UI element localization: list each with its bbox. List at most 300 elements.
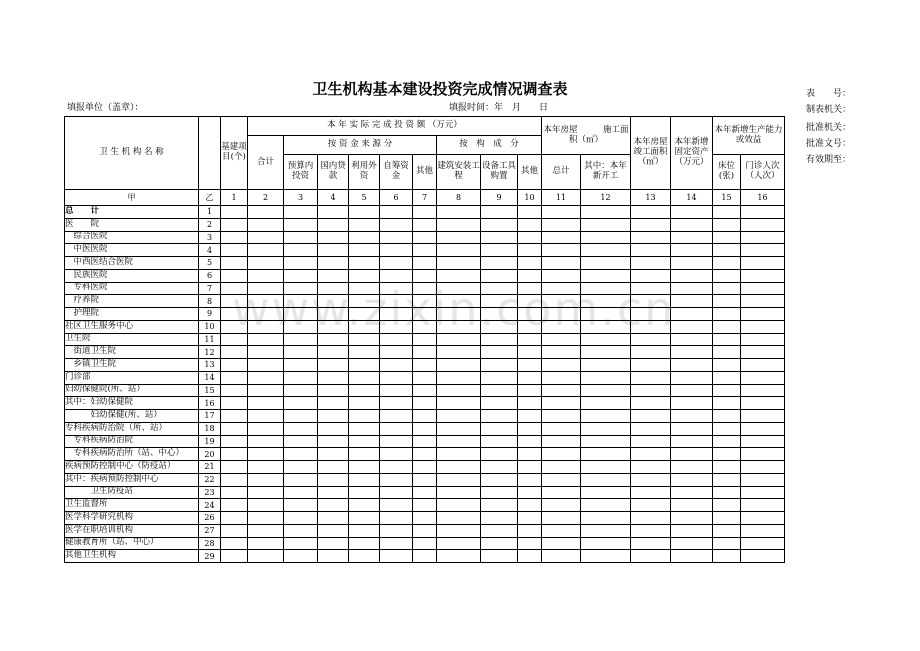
data-entry-cell[interactable] xyxy=(481,512,518,525)
data-entry-cell[interactable] xyxy=(518,435,542,448)
data-entry-cell[interactable] xyxy=(741,524,785,537)
data-entry-cell[interactable] xyxy=(713,269,741,282)
data-entry-cell[interactable] xyxy=(349,461,380,474)
data-entry-cell[interactable] xyxy=(741,461,785,474)
data-entry-cell[interactable] xyxy=(437,346,481,359)
data-entry-cell[interactable] xyxy=(631,512,671,525)
data-entry-cell[interactable] xyxy=(284,550,318,563)
data-entry-cell[interactable] xyxy=(671,257,713,270)
data-entry-cell[interactable] xyxy=(437,435,481,448)
data-entry-cell[interactable] xyxy=(437,244,481,257)
data-entry-cell[interactable] xyxy=(741,295,785,308)
data-entry-cell[interactable] xyxy=(713,473,741,486)
data-entry-cell[interactable] xyxy=(248,473,284,486)
data-entry-cell[interactable] xyxy=(349,397,380,410)
data-entry-cell[interactable] xyxy=(437,499,481,512)
data-entry-cell[interactable] xyxy=(349,371,380,384)
data-entry-cell[interactable] xyxy=(518,550,542,563)
data-entry-cell[interactable] xyxy=(671,537,713,550)
data-entry-cell[interactable] xyxy=(284,244,318,257)
data-entry-cell[interactable] xyxy=(284,537,318,550)
data-entry-cell[interactable] xyxy=(713,295,741,308)
data-entry-cell[interactable] xyxy=(413,448,437,461)
data-entry-cell[interactable] xyxy=(248,422,284,435)
data-entry-cell[interactable] xyxy=(437,269,481,282)
data-entry-cell[interactable] xyxy=(671,333,713,346)
data-entry-cell[interactable] xyxy=(318,218,349,231)
data-entry-cell[interactable] xyxy=(481,269,518,282)
data-entry-cell[interactable] xyxy=(713,486,741,499)
data-entry-cell[interactable] xyxy=(318,257,349,270)
data-entry-cell[interactable] xyxy=(349,486,380,499)
data-entry-cell[interactable] xyxy=(413,269,437,282)
data-entry-cell[interactable] xyxy=(248,346,284,359)
data-entry-cell[interactable] xyxy=(481,550,518,563)
data-entry-cell[interactable] xyxy=(437,371,481,384)
data-entry-cell[interactable] xyxy=(518,537,542,550)
data-entry-cell[interactable] xyxy=(671,410,713,423)
data-entry-cell[interactable] xyxy=(437,473,481,486)
data-entry-cell[interactable] xyxy=(380,244,413,257)
data-entry-cell[interactable] xyxy=(671,231,713,244)
data-entry-cell[interactable] xyxy=(581,244,631,257)
data-entry-cell[interactable] xyxy=(741,512,785,525)
data-entry-cell[interactable] xyxy=(581,486,631,499)
data-entry-cell[interactable] xyxy=(631,410,671,423)
data-entry-cell[interactable] xyxy=(284,257,318,270)
data-entry-cell[interactable] xyxy=(741,537,785,550)
data-entry-cell[interactable] xyxy=(741,448,785,461)
data-entry-cell[interactable] xyxy=(741,308,785,321)
data-entry-cell[interactable] xyxy=(671,512,713,525)
data-entry-cell[interactable] xyxy=(518,218,542,231)
data-entry-cell[interactable] xyxy=(248,206,284,219)
data-entry-cell[interactable] xyxy=(542,499,581,512)
data-entry-cell[interactable] xyxy=(349,499,380,512)
data-entry-cell[interactable] xyxy=(380,257,413,270)
data-entry-cell[interactable] xyxy=(413,537,437,550)
data-entry-cell[interactable] xyxy=(581,537,631,550)
data-entry-cell[interactable] xyxy=(221,524,248,537)
data-entry-cell[interactable] xyxy=(221,461,248,474)
data-entry-cell[interactable] xyxy=(318,359,349,372)
data-entry-cell[interactable] xyxy=(631,537,671,550)
data-entry-cell[interactable] xyxy=(518,231,542,244)
data-entry-cell[interactable] xyxy=(741,244,785,257)
data-entry-cell[interactable] xyxy=(631,244,671,257)
data-entry-cell[interactable] xyxy=(349,410,380,423)
data-entry-cell[interactable] xyxy=(284,435,318,448)
data-entry-cell[interactable] xyxy=(741,359,785,372)
data-entry-cell[interactable] xyxy=(380,359,413,372)
data-entry-cell[interactable] xyxy=(481,397,518,410)
data-entry-cell[interactable] xyxy=(741,231,785,244)
data-entry-cell[interactable] xyxy=(631,231,671,244)
data-entry-cell[interactable] xyxy=(221,206,248,219)
data-entry-cell[interactable] xyxy=(380,384,413,397)
data-entry-cell[interactable] xyxy=(542,218,581,231)
data-entry-cell[interactable] xyxy=(671,550,713,563)
data-entry-cell[interactable] xyxy=(481,384,518,397)
data-entry-cell[interactable] xyxy=(741,371,785,384)
data-entry-cell[interactable] xyxy=(481,486,518,499)
data-entry-cell[interactable] xyxy=(284,397,318,410)
data-entry-cell[interactable] xyxy=(413,512,437,525)
data-entry-cell[interactable] xyxy=(481,206,518,219)
data-entry-cell[interactable] xyxy=(713,524,741,537)
data-entry-cell[interactable] xyxy=(713,206,741,219)
data-entry-cell[interactable] xyxy=(481,231,518,244)
data-entry-cell[interactable] xyxy=(248,435,284,448)
data-entry-cell[interactable] xyxy=(221,359,248,372)
data-entry-cell[interactable] xyxy=(413,550,437,563)
data-entry-cell[interactable] xyxy=(671,486,713,499)
data-entry-cell[interactable] xyxy=(248,550,284,563)
data-entry-cell[interactable] xyxy=(284,499,318,512)
data-entry-cell[interactable] xyxy=(221,371,248,384)
data-entry-cell[interactable] xyxy=(542,486,581,499)
data-entry-cell[interactable] xyxy=(542,435,581,448)
data-entry-cell[interactable] xyxy=(413,371,437,384)
data-entry-cell[interactable] xyxy=(284,461,318,474)
data-entry-cell[interactable] xyxy=(581,524,631,537)
data-entry-cell[interactable] xyxy=(413,346,437,359)
data-entry-cell[interactable] xyxy=(380,397,413,410)
data-entry-cell[interactable] xyxy=(481,524,518,537)
data-entry-cell[interactable] xyxy=(437,218,481,231)
data-entry-cell[interactable] xyxy=(481,537,518,550)
data-entry-cell[interactable] xyxy=(221,537,248,550)
data-entry-cell[interactable] xyxy=(380,550,413,563)
data-entry-cell[interactable] xyxy=(437,461,481,474)
data-entry-cell[interactable] xyxy=(413,359,437,372)
data-entry-cell[interactable] xyxy=(518,499,542,512)
data-entry-cell[interactable] xyxy=(581,512,631,525)
data-entry-cell[interactable] xyxy=(713,333,741,346)
data-entry-cell[interactable] xyxy=(542,206,581,219)
data-entry-cell[interactable] xyxy=(284,346,318,359)
data-entry-cell[interactable] xyxy=(248,397,284,410)
data-entry-cell[interactable] xyxy=(518,461,542,474)
data-entry-cell[interactable] xyxy=(380,410,413,423)
data-entry-cell[interactable] xyxy=(437,537,481,550)
data-entry-cell[interactable] xyxy=(581,346,631,359)
data-entry-cell[interactable] xyxy=(318,550,349,563)
data-entry-cell[interactable] xyxy=(631,371,671,384)
data-entry-cell[interactable] xyxy=(248,244,284,257)
data-entry-cell[interactable] xyxy=(318,461,349,474)
data-entry-cell[interactable] xyxy=(671,461,713,474)
data-entry-cell[interactable] xyxy=(518,486,542,499)
data-entry-cell[interactable] xyxy=(581,384,631,397)
data-entry-cell[interactable] xyxy=(437,448,481,461)
data-entry-cell[interactable] xyxy=(741,333,785,346)
data-entry-cell[interactable] xyxy=(318,512,349,525)
data-entry-cell[interactable] xyxy=(671,397,713,410)
data-entry-cell[interactable] xyxy=(713,461,741,474)
data-entry-cell[interactable] xyxy=(380,346,413,359)
data-entry-cell[interactable] xyxy=(349,384,380,397)
data-entry-cell[interactable] xyxy=(437,512,481,525)
data-entry-cell[interactable] xyxy=(349,435,380,448)
data-entry-cell[interactable] xyxy=(481,461,518,474)
data-entry-cell[interactable] xyxy=(581,461,631,474)
data-entry-cell[interactable] xyxy=(741,410,785,423)
data-entry-cell[interactable] xyxy=(518,397,542,410)
data-entry-cell[interactable] xyxy=(349,346,380,359)
data-entry-cell[interactable] xyxy=(380,524,413,537)
data-entry-cell[interactable] xyxy=(671,346,713,359)
data-entry-cell[interactable] xyxy=(284,231,318,244)
data-entry-cell[interactable] xyxy=(380,422,413,435)
data-entry-cell[interactable] xyxy=(542,473,581,486)
data-entry-cell[interactable] xyxy=(741,435,785,448)
data-entry-cell[interactable] xyxy=(437,397,481,410)
data-entry-cell[interactable] xyxy=(741,218,785,231)
data-entry-cell[interactable] xyxy=(581,422,631,435)
data-entry-cell[interactable] xyxy=(284,512,318,525)
data-entry-cell[interactable] xyxy=(380,371,413,384)
data-entry-cell[interactable] xyxy=(413,435,437,448)
data-entry-cell[interactable] xyxy=(581,550,631,563)
data-entry-cell[interactable] xyxy=(671,384,713,397)
data-entry-cell[interactable] xyxy=(349,524,380,537)
data-entry-cell[interactable] xyxy=(413,231,437,244)
data-entry-cell[interactable] xyxy=(481,257,518,270)
data-entry-cell[interactable] xyxy=(581,397,631,410)
data-entry-cell[interactable] xyxy=(631,524,671,537)
data-entry-cell[interactable] xyxy=(481,346,518,359)
data-entry-cell[interactable] xyxy=(518,346,542,359)
data-entry-cell[interactable] xyxy=(437,359,481,372)
data-entry-cell[interactable] xyxy=(671,244,713,257)
data-entry-cell[interactable] xyxy=(318,206,349,219)
data-entry-cell[interactable] xyxy=(284,448,318,461)
data-entry-cell[interactable] xyxy=(741,269,785,282)
data-entry-cell[interactable] xyxy=(713,218,741,231)
data-entry-cell[interactable] xyxy=(221,231,248,244)
data-entry-cell[interactable] xyxy=(713,422,741,435)
data-entry-cell[interactable] xyxy=(518,422,542,435)
data-entry-cell[interactable] xyxy=(631,257,671,270)
data-entry-cell[interactable] xyxy=(518,244,542,257)
data-entry-cell[interactable] xyxy=(248,461,284,474)
data-entry-cell[interactable] xyxy=(380,269,413,282)
data-entry-cell[interactable] xyxy=(481,473,518,486)
data-entry-cell[interactable] xyxy=(349,269,380,282)
data-entry-cell[interactable] xyxy=(318,384,349,397)
data-entry-cell[interactable] xyxy=(713,282,741,295)
data-entry-cell[interactable] xyxy=(481,218,518,231)
data-entry-cell[interactable] xyxy=(380,448,413,461)
data-entry-cell[interactable] xyxy=(248,257,284,270)
data-entry-cell[interactable] xyxy=(581,231,631,244)
data-entry-cell[interactable] xyxy=(221,346,248,359)
data-entry-cell[interactable] xyxy=(518,512,542,525)
data-entry-cell[interactable] xyxy=(349,206,380,219)
data-entry-cell[interactable] xyxy=(349,537,380,550)
data-entry-cell[interactable] xyxy=(349,231,380,244)
data-entry-cell[interactable] xyxy=(413,410,437,423)
data-entry-cell[interactable] xyxy=(671,206,713,219)
data-entry-cell[interactable] xyxy=(413,397,437,410)
data-entry-cell[interactable] xyxy=(741,422,785,435)
data-entry-cell[interactable] xyxy=(437,206,481,219)
data-entry-cell[interactable] xyxy=(318,422,349,435)
data-entry-cell[interactable] xyxy=(481,422,518,435)
data-entry-cell[interactable] xyxy=(581,499,631,512)
data-entry-cell[interactable] xyxy=(481,435,518,448)
data-entry-cell[interactable] xyxy=(542,410,581,423)
data-entry-cell[interactable] xyxy=(318,499,349,512)
data-entry-cell[interactable] xyxy=(671,473,713,486)
data-entry-cell[interactable] xyxy=(713,537,741,550)
data-entry-cell[interactable] xyxy=(318,231,349,244)
data-entry-cell[interactable] xyxy=(518,206,542,219)
data-entry-cell[interactable] xyxy=(671,308,713,321)
data-entry-cell[interactable] xyxy=(284,473,318,486)
data-entry-cell[interactable] xyxy=(284,206,318,219)
data-entry-cell[interactable] xyxy=(380,206,413,219)
data-entry-cell[interactable] xyxy=(671,295,713,308)
data-entry-cell[interactable] xyxy=(221,410,248,423)
data-entry-cell[interactable] xyxy=(713,448,741,461)
data-entry-cell[interactable] xyxy=(631,499,671,512)
data-entry-cell[interactable] xyxy=(581,359,631,372)
data-entry-cell[interactable] xyxy=(741,257,785,270)
data-entry-cell[interactable] xyxy=(713,308,741,321)
data-entry-cell[interactable] xyxy=(481,244,518,257)
data-entry-cell[interactable] xyxy=(581,435,631,448)
data-entry-cell[interactable] xyxy=(481,410,518,423)
data-entry-cell[interactable] xyxy=(481,499,518,512)
data-entry-cell[interactable] xyxy=(284,218,318,231)
data-entry-cell[interactable] xyxy=(631,269,671,282)
data-entry-cell[interactable] xyxy=(671,435,713,448)
data-entry-cell[interactable] xyxy=(284,359,318,372)
data-entry-cell[interactable] xyxy=(318,410,349,423)
data-entry-cell[interactable] xyxy=(671,320,713,333)
data-entry-cell[interactable] xyxy=(284,384,318,397)
data-entry-cell[interactable] xyxy=(481,371,518,384)
data-entry-cell[interactable] xyxy=(581,218,631,231)
data-entry-cell[interactable] xyxy=(284,524,318,537)
data-entry-cell[interactable] xyxy=(713,231,741,244)
data-entry-cell[interactable] xyxy=(713,512,741,525)
data-entry-cell[interactable] xyxy=(248,410,284,423)
data-entry-cell[interactable] xyxy=(380,499,413,512)
data-entry-cell[interactable] xyxy=(413,257,437,270)
data-entry-cell[interactable] xyxy=(380,231,413,244)
data-entry-cell[interactable] xyxy=(542,384,581,397)
data-entry-cell[interactable] xyxy=(581,269,631,282)
data-entry-cell[interactable] xyxy=(284,371,318,384)
data-entry-cell[interactable] xyxy=(437,257,481,270)
data-entry-cell[interactable] xyxy=(221,244,248,257)
data-entry-cell[interactable] xyxy=(349,550,380,563)
data-entry-cell[interactable] xyxy=(518,257,542,270)
data-entry-cell[interactable] xyxy=(380,537,413,550)
data-entry-cell[interactable] xyxy=(248,524,284,537)
data-entry-cell[interactable] xyxy=(318,448,349,461)
data-entry-cell[interactable] xyxy=(380,461,413,474)
data-entry-cell[interactable] xyxy=(741,550,785,563)
data-entry-cell[interactable] xyxy=(741,384,785,397)
data-entry-cell[interactable] xyxy=(581,257,631,270)
data-entry-cell[interactable] xyxy=(284,410,318,423)
data-entry-cell[interactable] xyxy=(284,269,318,282)
data-entry-cell[interactable] xyxy=(221,435,248,448)
data-entry-cell[interactable] xyxy=(671,269,713,282)
data-entry-cell[interactable] xyxy=(518,524,542,537)
data-entry-cell[interactable] xyxy=(318,269,349,282)
data-entry-cell[interactable] xyxy=(581,410,631,423)
data-entry-cell[interactable] xyxy=(713,346,741,359)
data-entry-cell[interactable] xyxy=(631,359,671,372)
data-entry-cell[interactable] xyxy=(248,231,284,244)
data-entry-cell[interactable] xyxy=(318,346,349,359)
data-entry-cell[interactable] xyxy=(318,371,349,384)
data-entry-cell[interactable] xyxy=(248,371,284,384)
data-entry-cell[interactable] xyxy=(542,231,581,244)
data-entry-cell[interactable] xyxy=(518,269,542,282)
data-entry-cell[interactable] xyxy=(318,524,349,537)
data-entry-cell[interactable] xyxy=(581,371,631,384)
data-entry-cell[interactable] xyxy=(248,384,284,397)
data-entry-cell[interactable] xyxy=(713,257,741,270)
data-entry-cell[interactable] xyxy=(413,473,437,486)
data-entry-cell[interactable] xyxy=(542,550,581,563)
data-entry-cell[interactable] xyxy=(221,257,248,270)
data-entry-cell[interactable] xyxy=(284,486,318,499)
data-entry-cell[interactable] xyxy=(380,473,413,486)
data-entry-cell[interactable] xyxy=(671,359,713,372)
data-entry-cell[interactable] xyxy=(248,499,284,512)
data-entry-cell[interactable] xyxy=(713,384,741,397)
data-entry-cell[interactable] xyxy=(248,218,284,231)
data-entry-cell[interactable] xyxy=(741,499,785,512)
data-entry-cell[interactable] xyxy=(413,244,437,257)
data-entry-cell[interactable] xyxy=(713,410,741,423)
data-entry-cell[interactable] xyxy=(380,486,413,499)
data-entry-cell[interactable] xyxy=(437,410,481,423)
data-entry-cell[interactable] xyxy=(713,550,741,563)
data-entry-cell[interactable] xyxy=(248,269,284,282)
data-entry-cell[interactable] xyxy=(518,384,542,397)
data-entry-cell[interactable] xyxy=(518,448,542,461)
data-entry-cell[interactable] xyxy=(413,206,437,219)
data-entry-cell[interactable] xyxy=(518,359,542,372)
data-entry-cell[interactable] xyxy=(318,486,349,499)
data-entry-cell[interactable] xyxy=(671,448,713,461)
data-entry-cell[interactable] xyxy=(349,422,380,435)
data-entry-cell[interactable] xyxy=(542,269,581,282)
data-entry-cell[interactable] xyxy=(542,244,581,257)
data-entry-cell[interactable] xyxy=(221,384,248,397)
data-entry-cell[interactable] xyxy=(713,244,741,257)
data-entry-cell[interactable] xyxy=(221,512,248,525)
data-entry-cell[interactable] xyxy=(542,537,581,550)
data-entry-cell[interactable] xyxy=(542,422,581,435)
data-entry-cell[interactable] xyxy=(542,461,581,474)
data-entry-cell[interactable] xyxy=(349,473,380,486)
data-entry-cell[interactable] xyxy=(542,524,581,537)
data-entry-cell[interactable] xyxy=(318,537,349,550)
data-entry-cell[interactable] xyxy=(413,499,437,512)
data-entry-cell[interactable] xyxy=(413,218,437,231)
data-entry-cell[interactable] xyxy=(380,218,413,231)
data-entry-cell[interactable] xyxy=(713,397,741,410)
